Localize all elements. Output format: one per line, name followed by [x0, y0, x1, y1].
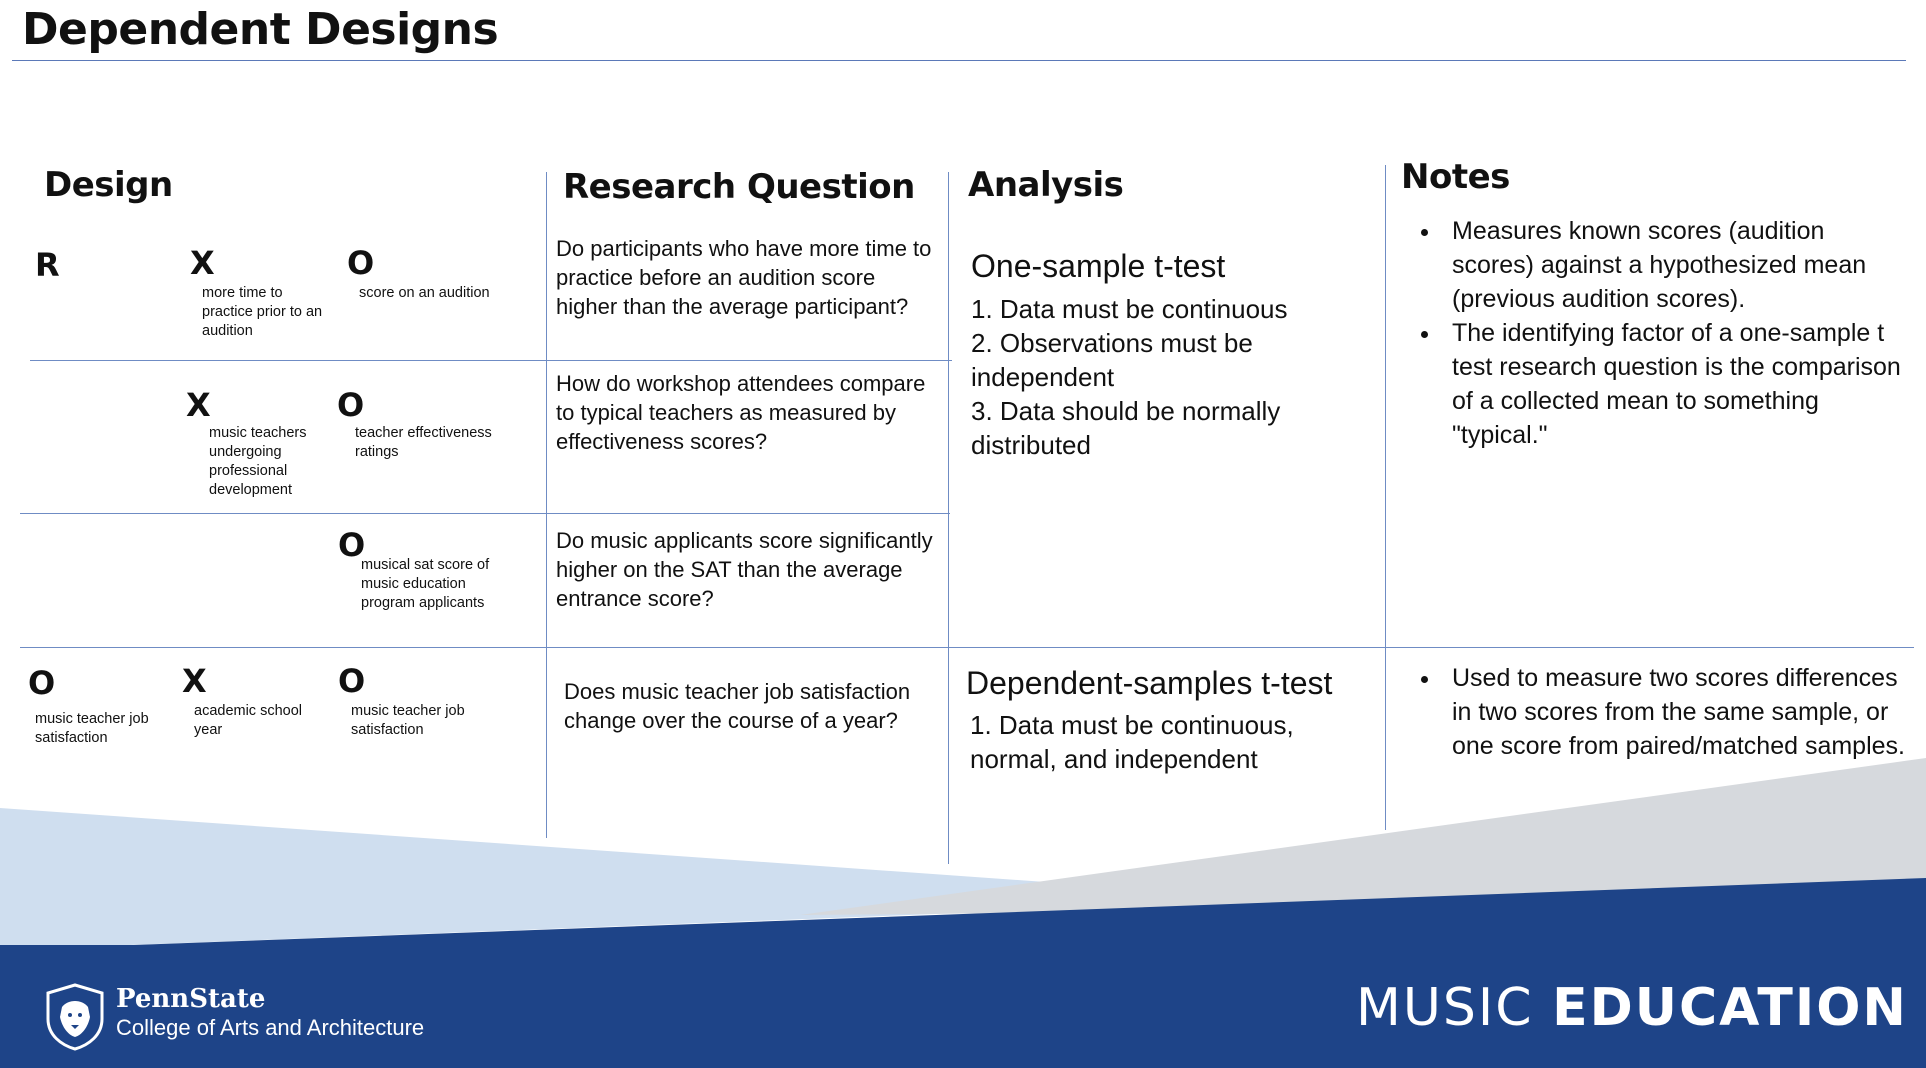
analysis-item: 1. Data must be continuous [971, 294, 1288, 324]
design-symbol-o: O [337, 386, 365, 424]
design-symbol-o: O [28, 664, 56, 702]
department-light: MUSIC [1356, 978, 1534, 1038]
design-label: score on an audition [359, 285, 490, 301]
page-title: Dependent Designs [22, 4, 499, 55]
design-header: Design [44, 165, 173, 205]
analysis-item: 2. Observations must be independent [971, 328, 1253, 392]
notes-header: Notes [1401, 157, 1510, 197]
analysis-header: Analysis [968, 165, 1124, 205]
design-symbol-o: O [347, 244, 375, 282]
research-question-3: Do music applicants score significantly higher on the SAT than the average entrance score? [556, 528, 933, 611]
department-wordmark [1356, 978, 1908, 1038]
design-label: musical sat score of music education program applicants [361, 557, 490, 611]
design-label: music teacher job satisfaction [351, 703, 465, 738]
design-label: music teacher job satisfaction [35, 711, 149, 746]
research-question-2: How do workshop attendees compare to typical teachers as measured by effectiveness scores? [556, 371, 926, 454]
note-item: • Measures known scores (audition scores) against a hypothesized mean (previous audition scores). [1442, 214, 1902, 316]
college-name: College of Arts and Architecture [116, 1015, 425, 1040]
analysis-item: 3. Data should be normally distributed [971, 396, 1281, 460]
design-label: more time to practice prior to an audition [202, 285, 323, 339]
design-symbol-r: R [35, 246, 60, 284]
design-symbol-x: X [186, 386, 211, 424]
analysis-item: 1. Data must be continuous, normal, and independent [970, 710, 1294, 774]
design-label: music teachers undergoing professional development [209, 425, 307, 498]
analysis-title-one-sample: One-sample t-test [971, 248, 1226, 284]
university-name: PennState [116, 984, 266, 1014]
design-symbol-o: O [338, 526, 366, 564]
analysis-title-dependent: Dependent-samples t-test [966, 665, 1333, 701]
design-symbol-x: X [182, 662, 207, 700]
research-question-4: Does music teacher job satisfaction change over the course of a year? [564, 679, 911, 733]
note-item: • Used to measure two scores differences in two scores from the same sample, or one score from paired/matched samples. [1442, 661, 1922, 763]
department-bold: EDUCATION [1552, 978, 1908, 1038]
design-label: teacher effectiveness ratings [355, 425, 492, 460]
research-question-header: Research Question [563, 167, 915, 207]
penn-state-shield-icon [44, 983, 106, 1051]
design-symbol-x: X [190, 244, 215, 282]
note-item: • The identifying factor of a one-sample t test research question is the comparison of a collected mean to something "typical." [1442, 316, 1902, 452]
design-label: academic school year [194, 703, 302, 738]
research-question-1: Do participants who have more time to practice before an audition score higher than the average participant? [556, 236, 932, 319]
design-symbol-o: O [338, 662, 366, 700]
